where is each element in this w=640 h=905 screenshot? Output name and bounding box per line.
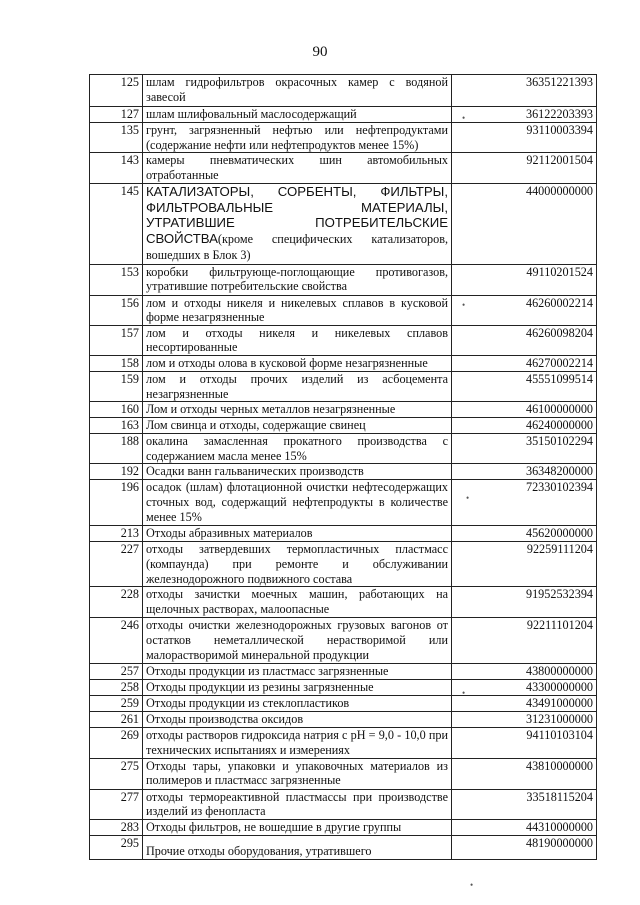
row-number: 295 [90, 835, 143, 859]
row-code: 35150102294 [452, 434, 597, 464]
row-code: 72330102394 [452, 480, 597, 526]
row-number: 269 [90, 728, 143, 758]
row-description: Отходы продукции из пластмасс загрязненные [143, 664, 452, 680]
row-number: 246 [90, 618, 143, 664]
row-number: 143 [90, 153, 143, 184]
row-description: шлам шлифовальный маслосодержащий [143, 107, 452, 123]
table-row [90, 264, 597, 295]
table-row [90, 789, 597, 819]
row-description: Лом и отходы черных металлов незагрязненные [143, 402, 452, 418]
row-description: коробки фильтрующе-поглощающие противогазов, утратившие потребительские свойства [143, 264, 452, 295]
row-code: 92112001504 [452, 153, 597, 184]
table-row [90, 356, 597, 372]
row-code: 44310000000 [452, 819, 597, 835]
row-description: отходы очистки железнодорожных грузовых вагонов от остатков неметаллической нерастворимой или малорастворимой минеральной продукции [143, 618, 452, 664]
row-code: 92211101204 [452, 618, 597, 664]
row-description-main: КАТАЛИЗАТОРЫ, СОРБЕНТЫ, ФИЛЬТРЫ, ФИЛЬТРОВАЛЬНЫЕ МАТЕРИАЛЫ, УТРАТИВШИЕ ПОТРЕБИТЕЛЬСКИЕ СВОЙСТВА [146, 184, 448, 246]
row-code: 94110103104 [452, 728, 597, 758]
row-number: 275 [90, 758, 143, 789]
table-row [90, 75, 597, 107]
row-number: 135 [90, 123, 143, 153]
row-number: 145 [90, 184, 143, 265]
table-row [90, 526, 597, 542]
row-code: 48190000000 [452, 835, 597, 859]
row-number: 125 [90, 75, 143, 107]
table-row [90, 712, 597, 728]
scan-speck: • [470, 880, 474, 890]
row-number: 158 [90, 356, 143, 372]
table-row [90, 587, 597, 618]
scan-speck: • [462, 300, 466, 310]
table-row [90, 758, 597, 789]
row-description: Отходы производства оксидов [143, 712, 452, 728]
row-description: лом и отходы прочих изделий из асбоцемента незагрязненные [143, 372, 452, 402]
row-description: Осадки ванн гальванических производств [143, 464, 452, 480]
table-row [90, 728, 597, 758]
row-code: 43300000000 [452, 680, 597, 696]
page-number: 90 [312, 44, 328, 60]
row-code: 49110201524 [452, 264, 597, 295]
row-description: осадок (шлам) флотационной очистки нефтесодержащих сточных вод, содержащий нефтепродукты в количестве менее 15% [143, 480, 452, 526]
scan-speck: • [462, 113, 466, 123]
row-description: окалина замасленная прокатного производства с содержанием масла менее 15% [143, 434, 452, 464]
row-code: 36348200000 [452, 464, 597, 480]
table-row [90, 464, 597, 480]
table-row [90, 325, 597, 355]
row-code: 36122203393 [452, 107, 597, 123]
row-number: 159 [90, 372, 143, 402]
row-code: 92259111204 [452, 542, 597, 587]
table-row [90, 618, 597, 664]
table-row [90, 664, 597, 680]
row-description: Отходы продукции из резины загрязненные [143, 680, 452, 696]
table-row [90, 542, 597, 587]
table-row [90, 123, 597, 153]
row-code: 93110003394 [452, 123, 597, 153]
row-code: 36351221393 [452, 75, 597, 107]
scan-speck: • [466, 493, 470, 503]
row-code: 43800000000 [452, 664, 597, 680]
row-number: 283 [90, 819, 143, 835]
row-code: 43810000000 [452, 758, 597, 789]
row-number: 157 [90, 325, 143, 355]
row-number: 153 [90, 264, 143, 295]
row-description: шлам гидрофильтров окрасочных камер с водяной завесой [143, 75, 452, 107]
row-number: 213 [90, 526, 143, 542]
row-code: 91952532394 [452, 587, 597, 618]
table-row [90, 107, 597, 123]
row-number: 257 [90, 664, 143, 680]
row-description: камеры пневматических шин автомобильных отработанные [143, 153, 452, 184]
table-row [90, 819, 597, 835]
scan-speck: • [462, 688, 466, 698]
table-row [90, 402, 597, 418]
row-description: Отходы тары, упаковки и упаковочных материалов из полимеров и пластмасс загрязненные [143, 758, 452, 789]
table-row [90, 295, 597, 325]
row-number: 156 [90, 295, 143, 325]
table-row [90, 680, 597, 696]
row-code: 46260098204 [452, 325, 597, 355]
row-code: 33518115204 [452, 789, 597, 819]
row-number: 261 [90, 712, 143, 728]
row-description: Отходы фильтров, не вошедшие в другие группы [143, 819, 452, 835]
table-row [90, 372, 597, 402]
row-number: 196 [90, 480, 143, 526]
row-number: 227 [90, 542, 143, 587]
row-code: 45551099514 [452, 372, 597, 402]
row-description [143, 184, 452, 265]
row-description: лом и отходы никеля и никелевых сплавов несортированные [143, 325, 452, 355]
row-description: Прочие отходы оборудования, утратившего [143, 835, 452, 859]
row-code: 31231000000 [452, 712, 597, 728]
row-code: 46260002214 [452, 295, 597, 325]
row-number: 127 [90, 107, 143, 123]
row-code: 46100000000 [452, 402, 597, 418]
row-number: 188 [90, 434, 143, 464]
row-description: лом и отходы никеля и никелевых сплавов в кусковой форме незагрязненные [143, 295, 452, 325]
row-number: 163 [90, 418, 143, 434]
row-number: 258 [90, 680, 143, 696]
row-number: 192 [90, 464, 143, 480]
row-description: Лом свинца и отходы, содержащие свинец [143, 418, 452, 434]
row-description: лом и отходы олова в кусковой форме незагрязненные [143, 356, 452, 372]
row-description: отходы затвердевших термопластичных пластмасс (компаунда) при ремонте и обслуживании железнодорожного подвижного состава [143, 542, 452, 587]
row-description: Отходы продукции из стеклопластиков [143, 696, 452, 712]
row-description: отходы зачистки моечных машин, работающих на щелочных растворах, малоопасные [143, 587, 452, 618]
table-row [90, 184, 597, 265]
row-description-tail: (кроме специфических катализаторов, вошедших в Блок 3) [146, 231, 448, 263]
row-description: отходы термореактивной пластмассы при производстве изделий из фенопласта [143, 789, 452, 819]
table-row [90, 696, 597, 712]
row-code: 45620000000 [452, 526, 597, 542]
table-row [90, 153, 597, 184]
table-row [90, 434, 597, 464]
row-description: отходы растворов гидроксида натрия с pH = 9,0 - 10,0 при технических испытаниях и измерениях [143, 728, 452, 758]
table-row [90, 835, 597, 859]
table-row [90, 418, 597, 434]
row-number: 259 [90, 696, 143, 712]
row-number: 228 [90, 587, 143, 618]
row-description: Отходы абразивных материалов [143, 526, 452, 542]
row-code: 44000000000 [452, 184, 597, 265]
row-code: 46240000000 [452, 418, 597, 434]
row-code: 43491000000 [452, 696, 597, 712]
row-number: 277 [90, 789, 143, 819]
waste-codes-table [89, 74, 597, 860]
table-row [90, 480, 597, 526]
row-description: грунт, загрязненный нефтью или нефтепродуктами (содержание нефти или нефтепродуктов менее 15%) [143, 123, 452, 153]
row-code: 46270002214 [452, 356, 597, 372]
row-number: 160 [90, 402, 143, 418]
